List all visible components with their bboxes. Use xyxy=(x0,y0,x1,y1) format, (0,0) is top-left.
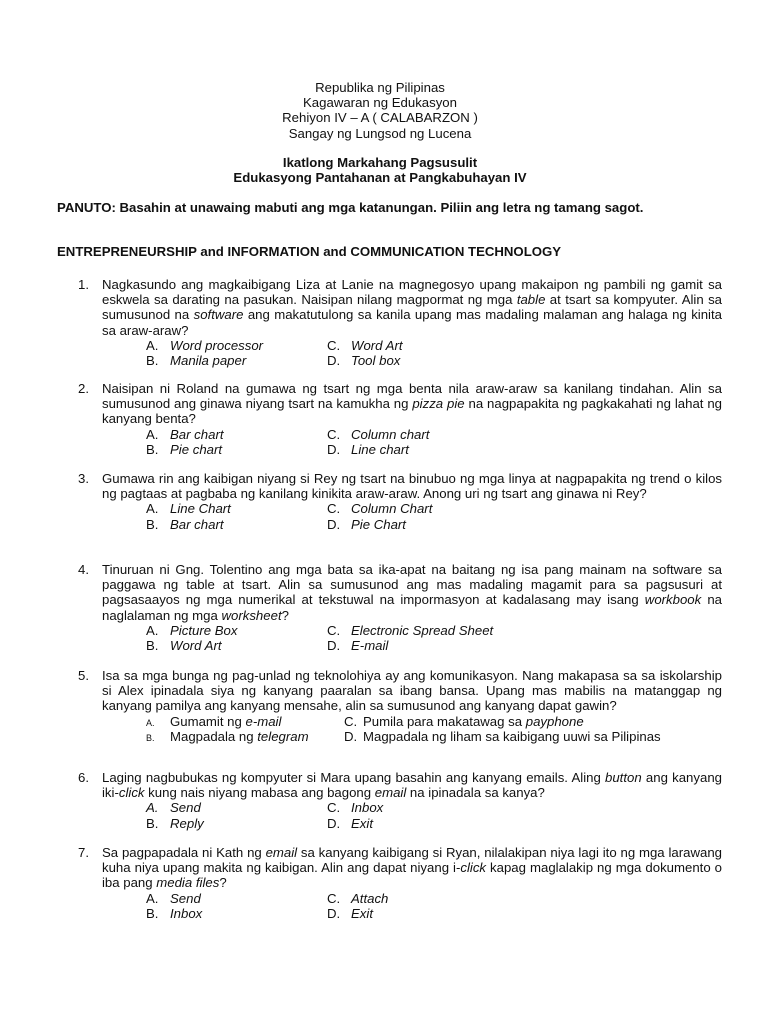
question-text: Naisipan ni Roland na gumawa ng tsart ng mga benta nila araw-araw sa kanilang tindahan. Alin sa sumusunod ang ginawa niyang tsart na kamukha ng pizza pie na nagpapakita ng pagkakahati ng lahat ng kanyang benta? xyxy=(102,381,722,427)
option-d[interactable]: D. Exit xyxy=(327,905,373,921)
question-number: 1. xyxy=(78,277,89,292)
question-2 xyxy=(78,381,722,457)
option-a[interactable]: A. Word processor xyxy=(146,337,264,353)
option-d[interactable]: D. Pie Chart xyxy=(327,516,406,532)
option-c[interactable]: C. Pumila para makatawag sa payphone xyxy=(344,713,584,729)
answer-options xyxy=(146,714,722,744)
header-department: Kagawaran ng Edukasyon xyxy=(303,95,457,111)
question-number: 6. xyxy=(78,770,89,785)
question-text: Gumawa rin ang kaibigan niyang si Rey ng tsart na binubuo ng mga linya at nagpapakita ng trend o kilos ng pagtaas at pagbaba ng kanilang kinikita araw-araw. Anong uri ng tsart ang ginawa ni Rey? xyxy=(102,471,722,502)
answer-options xyxy=(146,623,722,653)
header-region: Rehiyon IV – A ( CALABARZON ) xyxy=(282,110,478,126)
option-c[interactable]: C. Inbox xyxy=(327,800,384,816)
answer-options xyxy=(146,800,722,830)
option-c[interactable]: C. Attach xyxy=(327,890,389,906)
option-b[interactable]: B. Bar chart xyxy=(146,516,224,532)
section-heading: ENTREPRENEURSHIP and INFORMATION and COMMUNICATION TECHNOLOGY xyxy=(57,244,562,259)
question-text: Isa sa mga bunga ng pag-unlad ng teknolohiya ay ang komunikasyon. Nang makapasa sa sa iskolarship si Alex ipinadala siya ng kanyang paaralan sa ibang bansa. Upang mas mabilis na matanggap ng kanyang pamilya ang kanyang mensahe, alin sa sumusunod ang kanyang dapat gawin? xyxy=(102,668,722,714)
option-c[interactable]: C. Column Chart xyxy=(327,501,433,517)
header-division: Sangay ng Lungsod ng Lucena xyxy=(288,125,472,141)
question-1 xyxy=(78,277,722,368)
option-a[interactable]: A. Send xyxy=(146,890,201,906)
option-d[interactable]: D. Magpadala ng liham sa kaibigang uuwi sa Pilipinas xyxy=(344,728,661,744)
question-6 xyxy=(78,770,722,831)
option-b[interactable]: B. Pie chart xyxy=(146,441,223,457)
exam-title-line1: Ikatlong Markahang Pagsusulit xyxy=(282,155,478,170)
option-c[interactable]: C. Electronic Spread Sheet xyxy=(327,622,494,638)
question-text: Sa pagpapadala ni Kath ng email sa kanyang kaibigang si Ryan, nilalakipan niya lagi ito ng mga larawang kuha niya upang makita ng kaibigan. Alin ang dapat niyang i-click kapag maglalakip ng mga dokumento o iba pang media files? xyxy=(102,845,722,891)
option-a[interactable]: A. Send xyxy=(146,800,201,816)
option-d[interactable]: D. E-mail xyxy=(327,638,389,653)
answer-options xyxy=(146,338,722,368)
question-3 xyxy=(78,471,722,532)
option-a[interactable]: A. Picture Box xyxy=(146,622,238,638)
option-b[interactable]: B. Word Art xyxy=(146,638,222,653)
option-d[interactable]: D. Line chart xyxy=(327,441,409,457)
header-country: Republika ng Pilipinas xyxy=(315,80,445,95)
question-text: Tinuruan ni Gng. Tolentino ang mga bata sa ika-apat na baitang ng isa pang mainam na software sa paggawa ng table at tsart. Alin sa sumusunod ang mas madaling magamit para sa pagsusuri at pagsasaayos ng mga numerikal at tekstuwal na impormasyon at kadalasang may isang workbook na naglalaman ng mga worksheet? xyxy=(102,562,722,623)
question-number: 4. xyxy=(78,562,89,577)
option-b[interactable]: B. Inbox xyxy=(146,905,203,921)
question-number: 3. xyxy=(78,471,89,486)
document-header xyxy=(0,80,760,141)
option-a[interactable]: A. Gumamit ng e-mail xyxy=(146,713,282,729)
question-text: Nagkasundo ang magkaibigang Liza at Lanie na magnegosyo upang makaipon ng pambili ng gamit sa eskwela sa darating na pasukan. Naisipan nilang magpormat ng mga table at tsart sa kompyuter. Alin sa sumusunod na software ang makatutulong sa kanila upang mas madaling malaman ang halaga ng kinita sa araw-araw? xyxy=(102,277,722,338)
option-c[interactable]: C. Column chart xyxy=(327,426,430,442)
question-7 xyxy=(78,845,722,921)
option-b[interactable]: B. Magpadala ng telegram xyxy=(146,728,309,744)
question-5 xyxy=(78,668,722,744)
question-number: 5. xyxy=(78,668,89,683)
answer-options xyxy=(146,891,722,921)
option-b[interactable]: B. Reply xyxy=(146,815,204,831)
exam-title-line2: Edukasyong Pantahanan at Pangkabuhayan IV xyxy=(233,170,527,186)
question-4 xyxy=(78,562,722,653)
option-d[interactable]: D. Tool box xyxy=(327,353,401,368)
option-c[interactable]: C. Word Art xyxy=(327,337,403,353)
question-number: 7. xyxy=(78,845,89,860)
option-d[interactable]: D. Exit xyxy=(327,815,373,831)
option-a[interactable]: A. Bar chart xyxy=(146,426,224,442)
instructions: PANUTO: Basahin at unawaing mabuti ang mga katanungan. Piliin ang letra ng tamang sagot. xyxy=(57,200,644,215)
exam-title xyxy=(0,155,760,185)
question-text: Laging nagbubukas ng kompyuter si Mara upang basahin ang kanyang emails. Aling button ang kanyang iki-click kung nais niyang mabasa ang bagong email na ipinadala sa kanya? xyxy=(102,770,722,801)
option-a[interactable]: A. Line Chart xyxy=(146,501,231,517)
answer-options xyxy=(146,427,722,457)
answer-options xyxy=(146,501,722,531)
option-b[interactable]: B. Manila paper xyxy=(146,353,247,368)
question-number: 2. xyxy=(78,381,89,396)
